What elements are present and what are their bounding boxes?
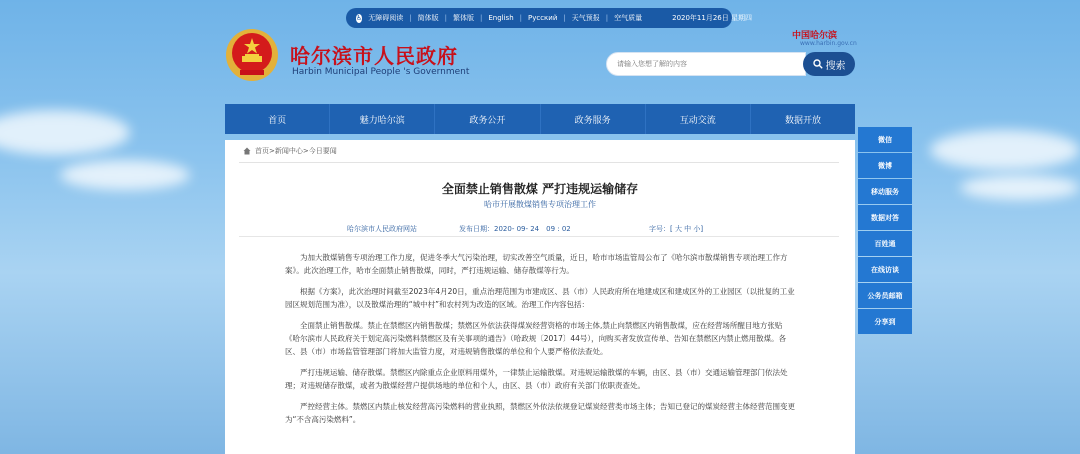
home-icon bbox=[243, 147, 251, 155]
sidebar-item-mailbox[interactable]: 公务员邮箱 bbox=[858, 283, 912, 308]
article-paragraph: 根据《方案》，此次治理时间截至2023年4月20日，重点治理范围为市建成区、县（市）人民政府所在地建成区和建成区外的工业园区（以批复的工业园区规划范围为准），以及散煤治理的“城中村”和农村列为改造的区域。治理工作内容包括： bbox=[285, 287, 795, 309]
portal-logo[interactable]: 中国哈尔滨 bbox=[792, 31, 838, 41]
divider bbox=[239, 162, 839, 163]
sidebar-item-data-qa[interactable]: 数据对答 bbox=[858, 205, 912, 230]
search-input[interactable] bbox=[606, 52, 806, 76]
portal-url: www.harbin.gov.cn bbox=[800, 40, 857, 47]
sidebar-item-interview[interactable]: 在线访谈 bbox=[858, 257, 912, 282]
divider bbox=[239, 236, 839, 237]
breadcrumb-path[interactable]: 首页>新闻中心>今日要闻 bbox=[255, 147, 337, 155]
nav-charm-harbin[interactable]: 魅力哈尔滨 bbox=[330, 104, 435, 134]
sidebar-item-weibo[interactable]: 微博 bbox=[858, 153, 912, 178]
article-panel bbox=[225, 140, 855, 454]
accessibility-link[interactable]: 无障碍阅读 bbox=[368, 14, 404, 22]
breadcrumb bbox=[243, 146, 337, 156]
site-subtitle: Harbin Municipal People 's Government bbox=[292, 67, 470, 77]
floating-sidebar bbox=[858, 127, 912, 335]
cloud-decoration bbox=[930, 130, 1080, 170]
accessibility-icon: ♿ bbox=[356, 13, 363, 22]
article-body bbox=[285, 252, 795, 436]
simplified-link[interactable]: 简体版 bbox=[417, 14, 439, 22]
sidebar-item-wechat[interactable]: 微信 bbox=[858, 127, 912, 152]
search-button-label: 搜索 bbox=[825, 60, 846, 72]
sidebar-item-share[interactable]: 分享到 bbox=[858, 309, 912, 334]
site-title[interactable]: 哈尔滨市人民政府 bbox=[290, 44, 458, 68]
cloud-decoration bbox=[0, 110, 130, 155]
nav-home[interactable]: 首页 bbox=[225, 104, 330, 134]
sidebar-item-citizen[interactable]: 百姓通 bbox=[858, 231, 912, 256]
article-paragraph: 严控经营主体。禁燃区内禁止核发经营高污染燃料的营业执照，禁燃区外依法依规登记煤炭经营类市场主体；告知已登记的煤炭经营主体经营范围变更为“不含高污染燃料”。 bbox=[285, 402, 795, 424]
search-button[interactable] bbox=[803, 52, 855, 76]
weather-link[interactable]: 天气预报 bbox=[571, 14, 600, 22]
current-date: 2020年11月26日 星期四 bbox=[672, 14, 752, 22]
article-paragraph: 全面禁止销售散煤。禁止在禁燃区内销售散煤；禁燃区外依法获得煤炭经营资格的市场主体,禁止向禁燃区内销售散煤，应在经营场所醒目地方张贴《哈尔滨市人民政府关于划定高污染燃料禁燃区及有关事项的通告》（哈政规〔2017〕44号），向购买者发放宣传单、告知在禁燃区内禁止燃用散煤。各区、县（市）市场监管管理部门将加大监管力度，对违规销售散煤的单位和个人要严格依法查处。 bbox=[285, 321, 787, 356]
traditional-link[interactable]: 繁体版 bbox=[453, 14, 474, 22]
national-emblem-icon bbox=[225, 28, 279, 82]
article-source: 哈尔滨市人民政府网站 bbox=[347, 225, 417, 233]
air-quality-link[interactable]: 空气质量 bbox=[614, 14, 643, 22]
search-icon bbox=[813, 59, 823, 69]
article-paragraph: 为加大散煤销售专项治理工作力度，促进冬季大气污染治理，切实改善空气质量，近日，哈市市场监管局公布了《哈尔滨市散煤销售专项治理工作方案》。此次治理工作，哈市全面禁止销售散煤，同时，严打违规运输、储存散煤等行为。 bbox=[285, 253, 788, 275]
article-subtitle: 哈市开展散煤销售专项治理工作 bbox=[484, 200, 596, 209]
cloud-decoration bbox=[960, 175, 1080, 200]
sidebar-item-mobile[interactable]: 移动服务 bbox=[858, 179, 912, 204]
nav-gov-services[interactable]: 政务服务 bbox=[541, 104, 646, 134]
article-paragraph: 严打违规运输、储存散煤。禁燃区内除重点企业原料用煤外，一律禁止运输散煤。对违规运输散煤的车辆，由区、县（市）交通运输管理部门依法处理；对违规储存散煤，或者为散煤经营户提供场地的单位和个人，由区、县（市）政府有关部门依职责查处。 bbox=[285, 368, 788, 390]
english-link[interactable]: English bbox=[488, 14, 514, 22]
font-size-control[interactable]: 字号：[ 大 中 小] bbox=[649, 225, 704, 233]
russian-link[interactable]: Русский bbox=[528, 14, 558, 22]
main-nav bbox=[225, 104, 855, 134]
article-publish-date: 发布日期：2020- 09- 24 09 : 02 bbox=[459, 225, 571, 233]
nav-open-data[interactable]: 数据开放 bbox=[784, 115, 821, 126]
nav-gov-affairs-public[interactable]: 政务公开 bbox=[435, 104, 540, 134]
utility-bar: ♿ 无障碍阅读 | 简体版 | 繁体版 | English | Русский | 天气预报 | 空气质量 2020年11月26日 星期四 bbox=[346, 8, 732, 28]
article-title: 全面禁止销售散煤 严打违规运输储存 bbox=[441, 182, 639, 196]
nav-interaction[interactable]: 互动交流 bbox=[646, 104, 751, 134]
cloud-decoration bbox=[60, 160, 190, 190]
